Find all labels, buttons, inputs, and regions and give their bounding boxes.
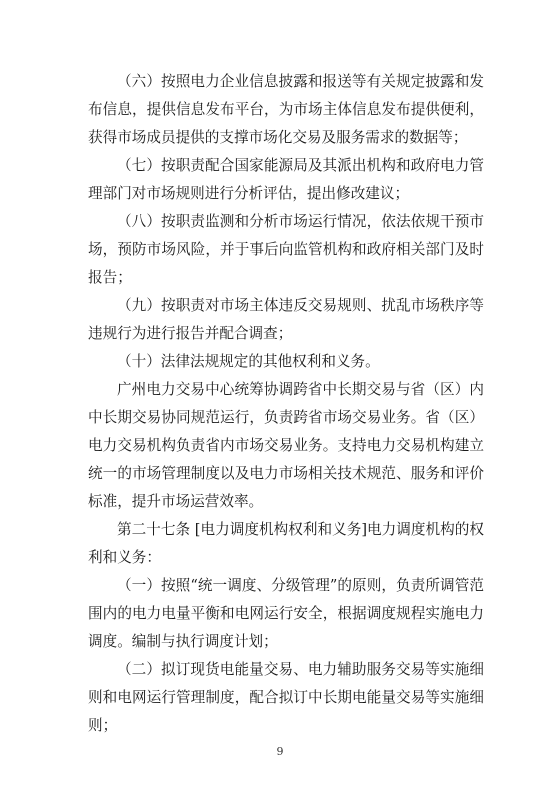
paragraph-10: （十）法律法规规定的其他权利和义务。 [117, 353, 380, 370]
document-body [88, 68, 484, 740]
paragraph-dispatch-2: （二）拟订现货电能量交易、电力辅助服务交易等实施细则和电网运行管理制度，配合拟订中长期电能量交易等实施细则； [88, 661, 484, 734]
paragraph-guangzhou-center: 广州电力交易中心统筹协调跨省中长期交易与省（区）内中长期交易协同规范运行，负责跨省市场交易业务。省（区）电力交易机构负责省内市场交易业务。支持电力交易机构建立统一的市场管理制度以及电力市场相关技术规范、服务和评价标准，提升市场运营效率。 [88, 381, 484, 510]
paragraph-8: （八）按职责监测和分析市场运行情况，依法依规干预市场，预防市场风险，并于事后向监管机构和政府相关部门及时报告； [88, 213, 484, 286]
paragraph-dispatch-1: （一）按照“统一调度、分级管理”的原则，负责所调管范围内的电力电量平衡和电网运行安全，根据调度规程实施电力调度。编制与执行调度计划； [88, 577, 484, 650]
paragraph-9: （九）按职责对市场主体违反交易规则、扰乱市场秩序等违规行为进行报告并配合调查； [88, 297, 484, 342]
paragraph-6: （六）按照电力企业信息披露和报送等有关规定披露和发布信息，提供信息发布平台，为市场主体信息发布提供便利，获得市场成员提供的支撑市场化交易及服务需求的数据等； [88, 73, 484, 146]
page-number: 9 [276, 745, 284, 758]
paragraph-7: （七）按职责配合国家能源局及其派出机构和政府电力管理部门对市场规则进行分析评估，提出修改建议； [88, 157, 484, 202]
article-27-heading: 第二十七条 [电力调度机构权利和义务]电力调度机构的权利和义务： [88, 521, 484, 566]
